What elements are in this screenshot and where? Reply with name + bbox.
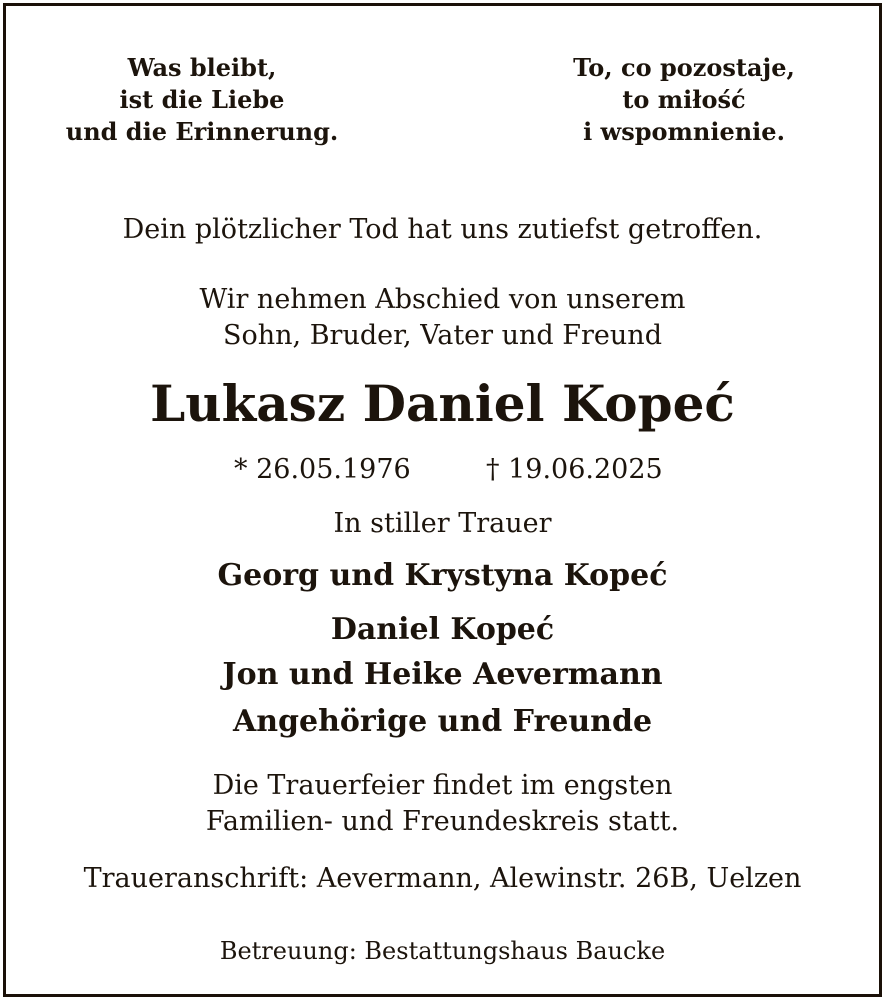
- intro-text: Dein plötzlicher Tod hat uns zutiefst getroffen.: [122, 214, 763, 245]
- mourning-address: Traueranschrift: Aevermann, Alewinstr. 26B, Uelzen: [83, 863, 802, 894]
- birth-date: * 26.05.1976: [234, 454, 411, 485]
- verse-german-line: ist die Liebe: [119, 85, 285, 114]
- verse-polish-line: to miłość: [622, 85, 746, 114]
- deceased-name: Lukasz Daniel Kopeć: [150, 374, 735, 433]
- ceremony-line: Die Trauerfeier findet im engsten: [212, 770, 673, 801]
- verse-german-line: und die Erinnerung.: [65, 117, 339, 146]
- ceremony-line: Familien- und Freundeskreis statt.: [205, 806, 680, 837]
- mourner-name: Georg und Krystyna Kopeć: [217, 558, 668, 593]
- mourning-line: In stiller Trauer: [333, 508, 552, 539]
- mourner-name: Angehörige und Freunde: [232, 704, 653, 739]
- mourner-name: Jon und Heike Aevermann: [222, 657, 663, 692]
- mourner-name: Daniel Kopeć: [330, 612, 555, 647]
- verse-polish-line: To, co pozostaje,: [573, 53, 795, 82]
- farewell-line: Sohn, Bruder, Vater und Freund: [223, 320, 662, 351]
- obituary-notice: [3, 3, 882, 997]
- verse-polish: [504, 52, 864, 148]
- farewell-line: Wir nehmen Abschied von unserem: [199, 284, 686, 315]
- verse-german-line: Was bleibt,: [127, 53, 277, 82]
- verse-polish-line: i wspomnienie.: [583, 117, 785, 146]
- verse-german: [22, 52, 382, 148]
- death-date: † 19.06.2025: [486, 454, 663, 485]
- undertaker: Betreuung: Bestattungshaus Baucke: [219, 937, 666, 965]
